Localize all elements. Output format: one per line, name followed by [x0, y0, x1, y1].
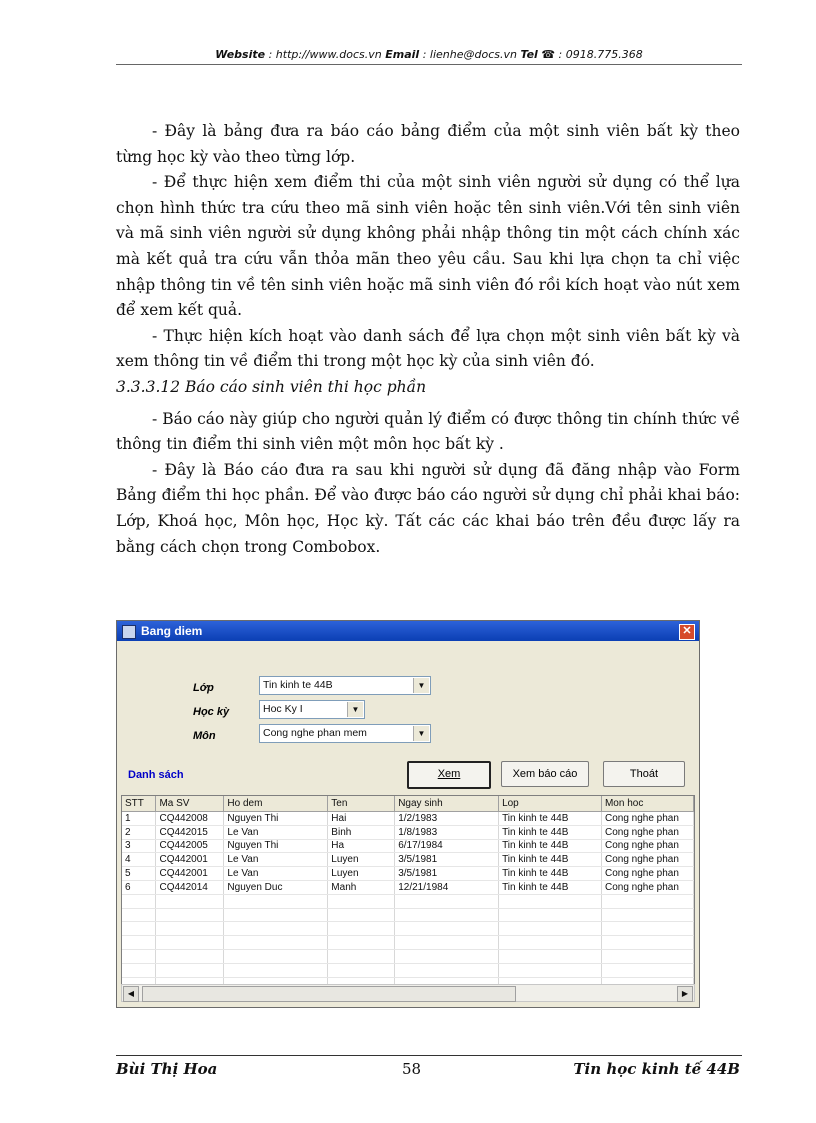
table-cell: Cong nghe phan — [601, 839, 693, 853]
table-cell: 3/5/1981 — [395, 853, 499, 867]
table-cell: Tin kinh te 44B — [499, 825, 602, 839]
table-row[interactable] — [122, 867, 694, 881]
table-cell: CQ442001 — [156, 867, 224, 881]
empty-row[interactable] — [122, 949, 694, 963]
table-cell: Cong nghe phan — [601, 825, 693, 839]
table-cell — [224, 949, 328, 963]
horizontal-scrollbar[interactable] — [121, 984, 695, 1002]
xem-button[interactable] — [407, 761, 491, 789]
table-cell: Le Van — [224, 853, 328, 867]
table-cell: Manh — [328, 880, 395, 894]
table-cell: 4 — [122, 853, 156, 867]
table-cell — [122, 894, 156, 908]
tel-value: : 0918.775.368 — [558, 48, 643, 61]
column-header[interactable]: Lop — [499, 796, 602, 812]
scroll-left-icon[interactable]: ◀ — [123, 986, 139, 1002]
paragraph: - Báo cáo này giúp cho người quản lý điểm có được thông tin chính thức về thông tin điểm thi sinh viên một môn học bất kỳ . — [116, 409, 740, 454]
table-cell: 1 — [122, 812, 156, 826]
table-cell: Hai — [328, 812, 395, 826]
table-cell — [328, 963, 395, 977]
table-row[interactable] — [122, 880, 694, 894]
column-header[interactable]: Ten — [328, 796, 395, 812]
table-cell: 6 — [122, 880, 156, 894]
table-cell — [395, 908, 499, 922]
student-grid[interactable] — [121, 795, 695, 985]
table-cell — [224, 963, 328, 977]
phone-icon: ☎ — [541, 48, 556, 61]
column-header[interactable]: Mon hoc — [601, 796, 693, 812]
body-text — [116, 119, 740, 560]
tel-label: Tel — [520, 48, 538, 61]
thoat-button[interactable]: Thoát — [603, 761, 685, 787]
email-value: : lienhe@docs.vn — [422, 48, 517, 61]
page-number: 58 — [402, 1060, 422, 1078]
table-cell — [328, 949, 395, 963]
paragraph: - Đây là bảng đưa ra báo cáo bảng điểm của một sinh viên bất kỳ theo từng học kỳ vào theo từng lớp. — [116, 122, 740, 166]
table-cell: 3/5/1981 — [395, 867, 499, 881]
table-cell: CQ442015 — [156, 825, 224, 839]
table-row[interactable] — [122, 853, 694, 867]
scroll-right-icon[interactable]: ▶ — [677, 986, 693, 1002]
table-cell: Cong nghe phan — [601, 867, 693, 881]
table-cell: Tin kinh te 44B — [499, 839, 602, 853]
table-row[interactable] — [122, 812, 694, 826]
table-cell — [122, 908, 156, 922]
empty-row[interactable] — [122, 936, 694, 950]
column-header[interactable]: STT — [122, 796, 156, 812]
table-cell — [499, 908, 602, 922]
table-cell — [156, 908, 224, 922]
hocky-combobox[interactable] — [259, 700, 365, 719]
table-cell — [601, 949, 693, 963]
table-cell — [328, 908, 395, 922]
table-cell — [156, 922, 224, 936]
lop-label: Lớp — [193, 682, 214, 694]
bang-diem-window — [116, 620, 700, 1008]
table-cell: CQ442008 — [156, 812, 224, 826]
table-cell: 3 — [122, 839, 156, 853]
table-cell — [601, 963, 693, 977]
table-cell: Tin kinh te 44B — [499, 853, 602, 867]
lop-value: Tin kinh te 44B — [263, 679, 333, 691]
table-cell: Cong nghe phan — [601, 853, 693, 867]
column-header[interactable]: Ngay sinh — [395, 796, 499, 812]
mon-label: Môn — [193, 730, 216, 742]
table-cell: Nguyen Thi — [224, 812, 328, 826]
empty-row[interactable] — [122, 963, 694, 977]
hocky-value: Hoc Ky I — [263, 703, 303, 715]
table-cell — [395, 894, 499, 908]
table-cell — [224, 922, 328, 936]
footer-author: Bùi Thị Hoa — [116, 1060, 218, 1078]
table-cell — [122, 963, 156, 977]
table-cell: Luyen — [328, 853, 395, 867]
column-header[interactable]: Ma SV — [156, 796, 224, 812]
table-cell: 1/2/1983 — [395, 812, 499, 826]
table-cell — [156, 894, 224, 908]
table-cell — [224, 894, 328, 908]
table-cell — [601, 922, 693, 936]
table-cell — [601, 908, 693, 922]
table-cell: 5 — [122, 867, 156, 881]
table-cell — [328, 936, 395, 950]
paragraph: - Thực hiện kích hoạt vào danh sách để lựa chọn một sinh viên bất kỳ và xem thông tin về điểm thi trong một học kỳ của sinh viên đó. — [116, 326, 740, 371]
table-cell: Cong nghe phan — [601, 812, 693, 826]
table-cell: CQ442001 — [156, 853, 224, 867]
window-titlebar[interactable] — [117, 621, 699, 641]
table-cell: Tin kinh te 44B — [499, 880, 602, 894]
window-title: Bang diem — [141, 624, 203, 638]
table-cell: 2 — [122, 825, 156, 839]
xem-button-label: Xem — [437, 768, 461, 780]
table-cell — [156, 936, 224, 950]
hocky-label: Học kỳ — [193, 706, 230, 718]
footer-course: Tin học kinh tế 44B — [573, 1060, 740, 1078]
table-cell: 1/8/1983 — [395, 825, 499, 839]
close-icon[interactable]: ✕ — [679, 624, 695, 640]
xem-bao-cao-button[interactable]: Xem báo cáo — [501, 761, 589, 787]
table-cell: 12/21/1984 — [395, 880, 499, 894]
mon-value: Cong nghe phan mem — [263, 727, 367, 739]
table-cell: Tin kinh te 44B — [499, 867, 602, 881]
table-cell — [499, 936, 602, 950]
table-cell: Nguyen Thi — [224, 839, 328, 853]
lop-combobox[interactable] — [259, 676, 431, 695]
paragraph: - Đây là Báo cáo đưa ra sau khi người sử dụng đã đăng nhập vào Form Bảng điểm thi học phần. Để vào được báo cáo người sử dụng chỉ phải khai báo: Lớp, Khoá học, Môn học, Học kỳ. Tất các các khai báo trên đều được lấy ra bằng cách chọn trong Combobox. — [116, 460, 740, 556]
table-cell — [328, 894, 395, 908]
table-cell — [601, 936, 693, 950]
chevron-down-icon[interactable]: ▼ — [347, 702, 363, 717]
section-heading: 3.3.3.12 Báo cáo sinh viên thi học phần — [116, 377, 427, 396]
table-cell — [395, 963, 499, 977]
paragraph: - Để thực hiện xem điểm thi của một sinh viên người sử dụng có thể lựa chọn hình thức tra cứu theo mã sinh viên hoặc tên sinh viên.Với tên sinh viên và mã sinh viên người sử dụng không phải nhập thông tin một cách chính xác mà kết quả tra cứu vẫn thỏa mãn theo yêu cầu. Sau khi lựa chọn ta chỉ việc nhập thông tin về tên sinh viên hoặc mã sinh viên đó rồi kích hoạt vào nút xem để xem kết quả. — [116, 173, 740, 320]
empty-row[interactable] — [122, 894, 694, 908]
email-label: Email — [385, 48, 420, 61]
table-cell — [601, 894, 693, 908]
table-cell: Le Van — [224, 867, 328, 881]
website-value: : http://www.docs.vn — [268, 48, 382, 61]
table-cell — [499, 963, 602, 977]
table-cell: Nguyen Duc — [224, 880, 328, 894]
table-cell — [395, 936, 499, 950]
column-header[interactable]: Ho dem — [224, 796, 328, 812]
empty-row[interactable] — [122, 908, 694, 922]
table-cell: CQ442014 — [156, 880, 224, 894]
table-cell: Tin kinh te 44B — [499, 812, 602, 826]
table-cell — [122, 922, 156, 936]
table-cell — [122, 936, 156, 950]
table-cell: 6/17/1984 — [395, 839, 499, 853]
scrollbar-thumb[interactable] — [142, 986, 516, 1002]
header-rule — [116, 64, 742, 65]
mon-combobox[interactable] — [259, 724, 431, 743]
table-cell — [395, 949, 499, 963]
table-cell — [499, 894, 602, 908]
table-cell — [395, 922, 499, 936]
table-cell — [499, 949, 602, 963]
chevron-down-icon[interactable]: ▼ — [413, 726, 429, 741]
website-label: Website — [215, 48, 266, 61]
table-cell — [156, 963, 224, 977]
table-cell: Luyen — [328, 867, 395, 881]
table-cell — [224, 908, 328, 922]
footer-rule — [116, 1055, 742, 1056]
app-icon — [122, 625, 136, 639]
table-cell — [156, 949, 224, 963]
table-cell — [499, 922, 602, 936]
chevron-down-icon[interactable]: ▼ — [413, 678, 429, 693]
table-row[interactable] — [122, 839, 694, 853]
table-row[interactable] — [122, 825, 694, 839]
table-cell — [328, 922, 395, 936]
grid-header-row — [122, 796, 694, 812]
table-cell: Ha — [328, 839, 395, 853]
table-cell: Cong nghe phan — [601, 880, 693, 894]
table-cell — [122, 949, 156, 963]
danh-sach-label: Danh sách — [128, 769, 184, 781]
table-cell — [224, 936, 328, 950]
empty-row[interactable] — [122, 922, 694, 936]
table-cell: CQ442005 — [156, 839, 224, 853]
table-cell: Le Van — [224, 825, 328, 839]
table-cell: Binh — [328, 825, 395, 839]
